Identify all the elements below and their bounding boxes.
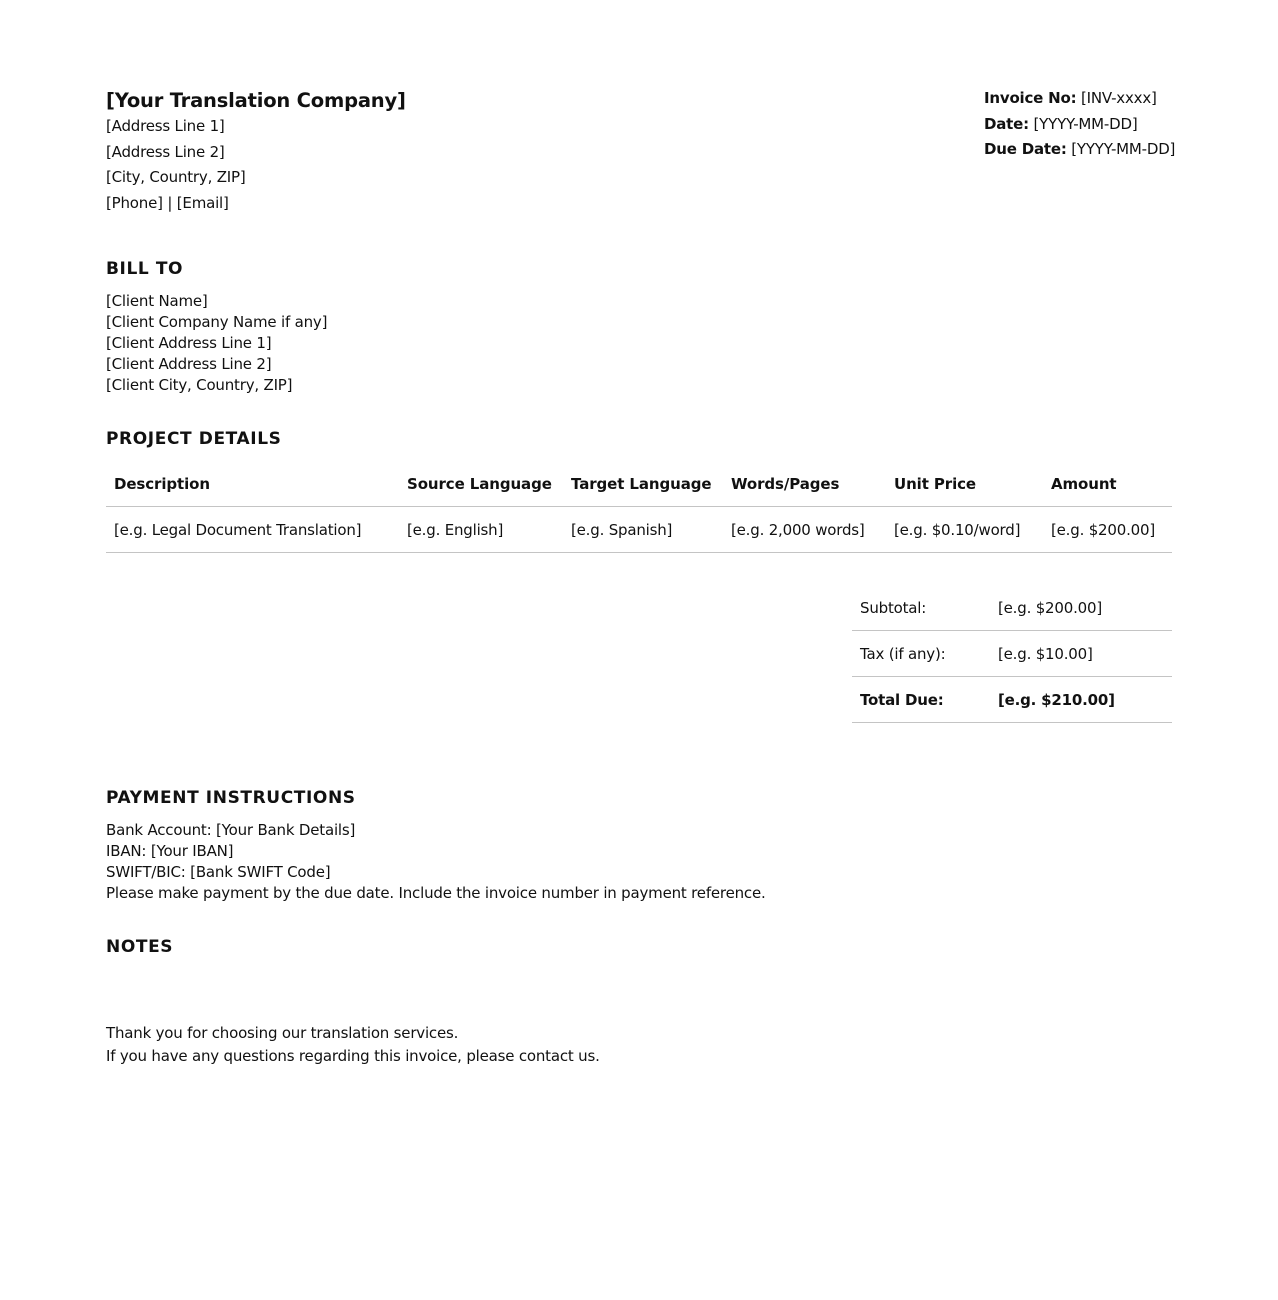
project-details-heading: PROJECT DETAILS bbox=[106, 429, 282, 449]
cell-description: [e.g. Legal Document Translation] bbox=[106, 507, 399, 553]
tax-row bbox=[852, 631, 1172, 677]
payment-instructions-heading: PAYMENT INSTRUCTIONS bbox=[106, 788, 356, 808]
company-name: [Your Translation Company] bbox=[106, 89, 406, 112]
company-contact: [Phone] | [Email] bbox=[106, 194, 229, 213]
company-city-country-zip: [City, Country, ZIP] bbox=[106, 168, 246, 187]
payment-instructions bbox=[106, 820, 766, 904]
client-city-country-zip: [Client City, Country, ZIP] bbox=[106, 376, 293, 394]
column-header-words-pages: Words/Pages bbox=[723, 461, 886, 507]
invoice-due-date-label: Due Date: bbox=[984, 140, 1067, 158]
bill-to-heading: BILL TO bbox=[106, 259, 184, 279]
invoice-due-date bbox=[984, 137, 1176, 163]
cell-target-language: [e.g. Spanish] bbox=[563, 507, 723, 553]
total-due-value: [e.g. $210.00] bbox=[990, 677, 1172, 723]
tax-value: [e.g. $10.00] bbox=[990, 631, 1172, 677]
totals-table bbox=[852, 585, 1172, 723]
client-address-line-1: [Client Address Line 1] bbox=[106, 334, 272, 352]
client-name: [Client Name] bbox=[106, 292, 208, 310]
tax-label: Tax (if any): bbox=[852, 631, 990, 677]
client-address-line-2: [Client Address Line 2] bbox=[106, 355, 272, 373]
closing-contact: If you have any questions regarding this invoice, please contact us. bbox=[106, 1047, 600, 1065]
client-company: [Client Company Name if any] bbox=[106, 313, 328, 331]
invoice-date bbox=[984, 112, 1172, 138]
invoice-number-label: Invoice No: bbox=[984, 89, 1077, 107]
column-header-unit-price: Unit Price bbox=[886, 461, 1043, 507]
subtotal-label: Subtotal: bbox=[852, 585, 990, 631]
cell-unit-price: [e.g. $0.10/word] bbox=[886, 507, 1043, 553]
subtotal-value: [e.g. $200.00] bbox=[990, 585, 1172, 631]
notes-content bbox=[106, 965, 1172, 1005]
company-address-line-2: [Address Line 2] bbox=[106, 142, 225, 161]
column-header-source-language: Source Language bbox=[399, 461, 563, 507]
column-header-target-language: Target Language bbox=[563, 461, 723, 507]
column-header-amount: Amount bbox=[1043, 461, 1172, 507]
notes-heading: NOTES bbox=[106, 937, 174, 957]
column-header-description: Description bbox=[106, 461, 399, 507]
swift-bic-line: SWIFT/BIC: [Bank SWIFT Code] bbox=[106, 863, 331, 881]
subtotal-row bbox=[852, 585, 1172, 631]
company-info bbox=[106, 88, 606, 217]
closing-message bbox=[106, 1022, 600, 1068]
bill-to-details bbox=[106, 291, 327, 396]
company-address-line-1: [Address Line 1] bbox=[106, 117, 225, 135]
invoice-date-label: Date: bbox=[984, 114, 1029, 133]
total-due-row bbox=[852, 677, 1172, 723]
invoice-meta bbox=[984, 86, 1176, 163]
invoice-date-value: [YYYY-MM-DD] bbox=[1028, 114, 1138, 133]
payment-note-line: Please make payment by the due date. Include the invoice number in payment reference. bbox=[106, 884, 766, 902]
cell-amount: [e.g. $200.00] bbox=[1043, 507, 1172, 553]
table-header-row bbox=[106, 461, 1172, 507]
invoice-number bbox=[984, 86, 1172, 112]
company-address bbox=[106, 114, 606, 217]
cell-words-pages: [e.g. 2,000 words] bbox=[723, 507, 886, 553]
total-due-label: Total Due: bbox=[852, 677, 990, 723]
closing-thank-you: Thank you for choosing our translation services. bbox=[106, 1024, 459, 1042]
table-row bbox=[106, 507, 1172, 553]
invoice-number-value: [INV-xxxx] bbox=[1076, 89, 1157, 107]
bank-account-line: Bank Account: [Your Bank Details] bbox=[106, 821, 356, 839]
iban-line: IBAN: [Your IBAN] bbox=[106, 842, 234, 860]
cell-source-language: [e.g. English] bbox=[399, 507, 563, 553]
project-details-table bbox=[106, 461, 1172, 553]
invoice-due-date-value: [YYYY-MM-DD] bbox=[1066, 140, 1176, 158]
